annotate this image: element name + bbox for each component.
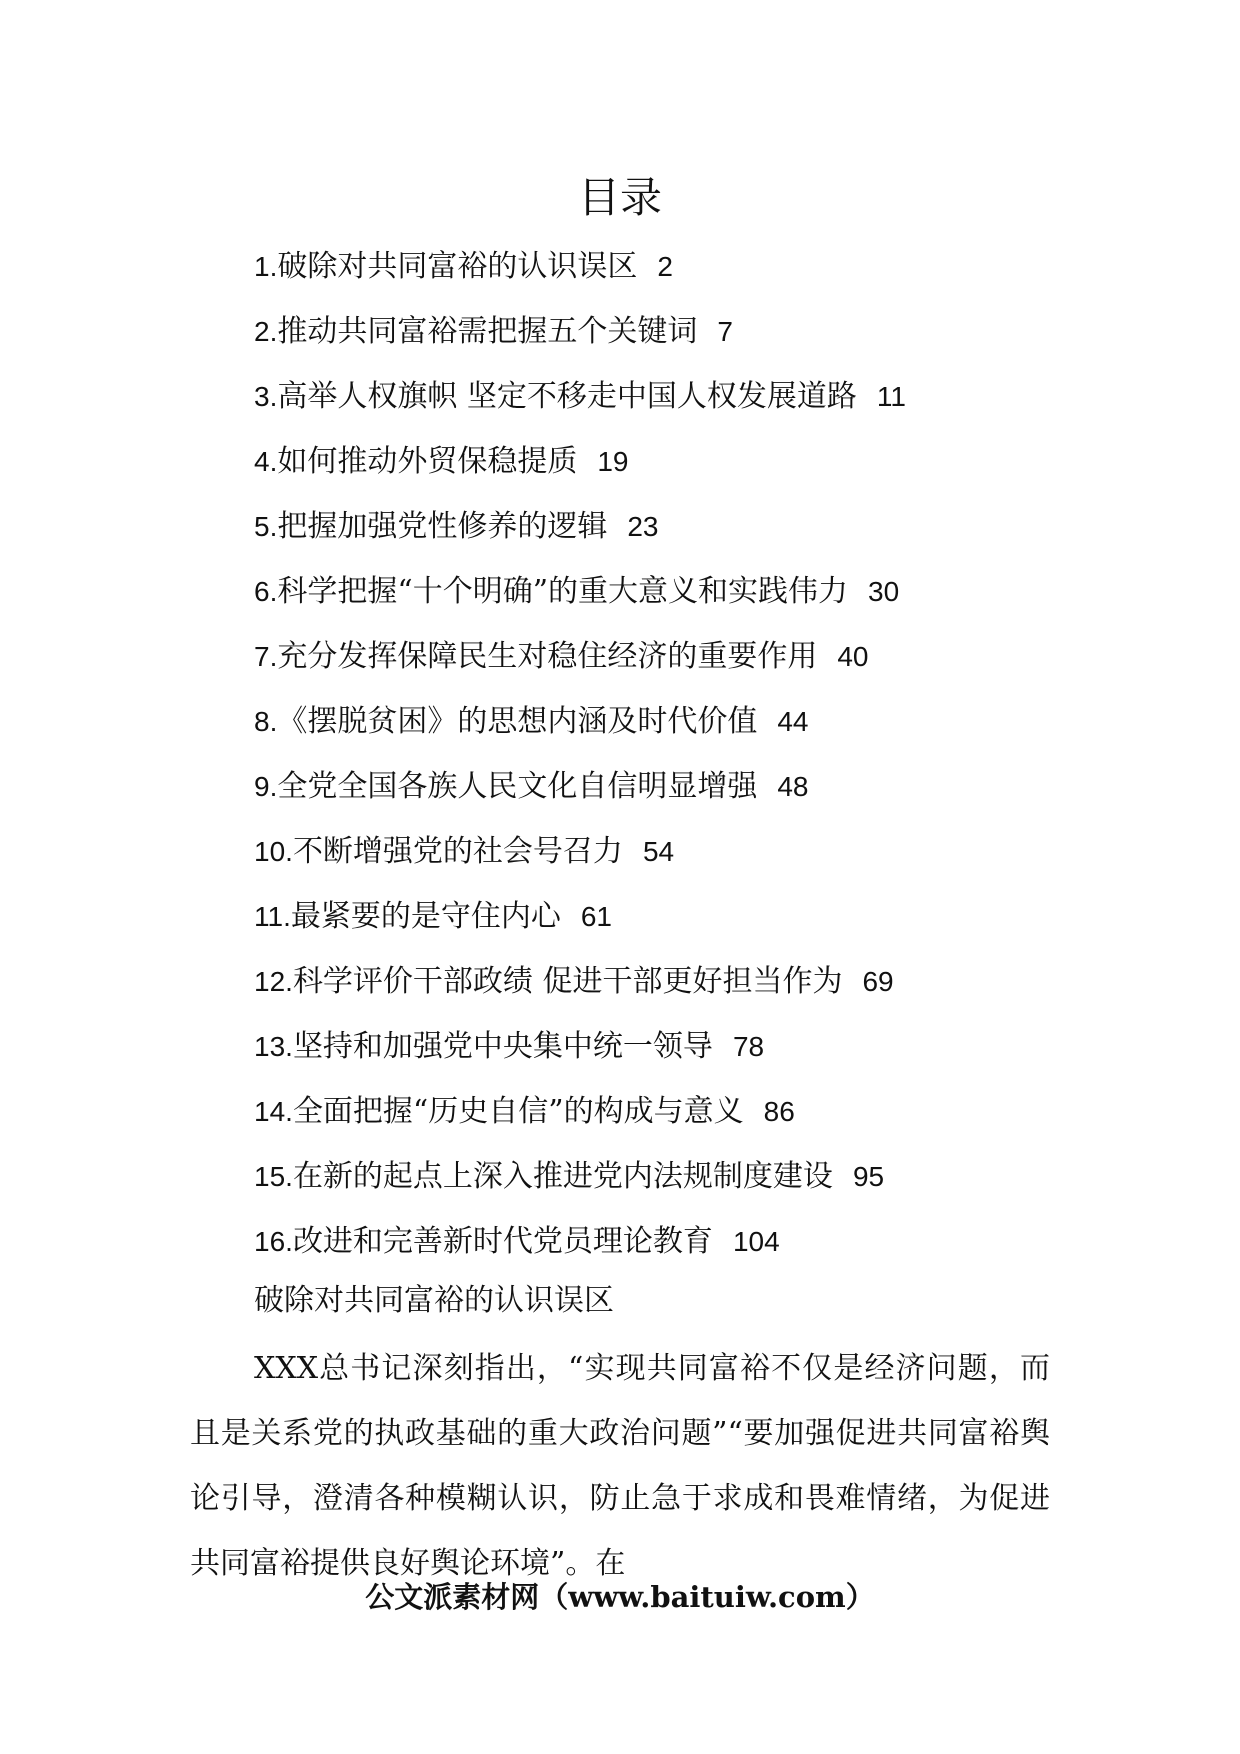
toc-item[interactable] (254, 949, 1134, 1014)
toc-item-number: 13. (254, 1031, 293, 1062)
toc-item[interactable] (254, 299, 1134, 364)
toc-item-page: 78 (732, 1031, 765, 1062)
toc-item-number: 6. (254, 576, 278, 607)
toc-item-title: 破除对共同富裕的认识误区 (277, 249, 638, 284)
toc-item-page: 48 (777, 771, 809, 802)
toc-item-page: 19 (597, 446, 629, 477)
toc-item-page: 95 (852, 1161, 885, 1192)
toc-item[interactable] (254, 494, 1134, 559)
toc-item[interactable] (254, 1144, 1134, 1209)
footer-watermark: 公文派素材网（www.baituiw.com） (365, 1580, 875, 1614)
toc-item-title: 充分发挥保障民生对稳住经济的重要作用 (277, 639, 818, 674)
toc-item-page: 44 (777, 706, 809, 737)
toc-title: 目录 (577, 173, 662, 222)
toc-item-number: 7. (254, 641, 278, 672)
toc-item-number: 4. (254, 446, 278, 477)
article-body: XXX总书记深刻指出，“实现共同富裕不仅是经济问题，而且是关系党的执政基础的重大政治问题”“要加强促进共同富裕舆论引导，澄清各种模糊认识，防止急于求成和畏难情绪，为促进共同富裕提供良好舆论环境”。在 (190, 1351, 1050, 1581)
toc-item-number: 15. (254, 1161, 293, 1192)
toc-item-title: 科学把握“十个明确”的重大意义和实践伟力 (277, 574, 849, 609)
toc-item-page: 40 (837, 641, 869, 672)
toc-item[interactable] (254, 689, 1134, 754)
toc-item[interactable] (254, 624, 1134, 689)
toc-item-page: 30 (868, 576, 900, 607)
toc-item-number: 8. (254, 706, 278, 737)
toc-item-number: 9. (254, 771, 278, 802)
toc-item[interactable] (254, 559, 1134, 624)
toc-item-number: 2. (254, 316, 278, 347)
toc-item-page: 11 (876, 381, 906, 412)
toc-item[interactable] (254, 429, 1134, 494)
toc-item-number: 14. (254, 1096, 293, 1127)
toc-item-title: 如何推动外贸保稳提质 (277, 444, 578, 479)
toc-item-title: 推动共同富裕需把握五个关键词 (277, 314, 698, 349)
toc-item[interactable] (254, 364, 1134, 429)
toc-item-title: 最紧要的是守住内心 (290, 899, 561, 934)
toc-item-page: 2 (657, 251, 673, 282)
toc-item[interactable] (254, 1209, 1134, 1274)
toc-item-title: 坚持和加强党中央集中统一领导 (292, 1029, 713, 1064)
toc-item-number: 12. (254, 966, 293, 997)
toc-item-title: 高举人权旗帜 坚定不移走中国人权发展道路 (277, 379, 857, 414)
toc-item[interactable] (254, 234, 1134, 299)
toc-item-number: 11. (254, 901, 291, 932)
toc-item-page: 54 (642, 836, 675, 867)
toc-item[interactable] (254, 754, 1134, 819)
toc-item-title: 在新的起点上深入推进党内法规制度建设 (292, 1159, 833, 1194)
toc-item[interactable] (254, 884, 1134, 949)
toc-item-title: 全面把握“历史自信”的构成与意义 (292, 1094, 744, 1129)
toc-item-title: 不断增强党的社会号召力 (292, 834, 623, 869)
toc-item-title: 科学评价干部政绩 促进干部更好担当作为 (292, 964, 843, 999)
toc-item-number: 16. (254, 1226, 293, 1257)
toc-item-page: 86 (763, 1096, 795, 1127)
article-heading: 破除对共同富裕的认识误区 (254, 1283, 614, 1318)
toc-item-page: 7 (717, 316, 733, 347)
toc-item[interactable] (254, 819, 1134, 884)
toc-item-title: 《摆脱贫困》的思想内涵及时代价值 (277, 704, 758, 739)
toc-item-title: 全党全国各族人民文化自信明显增强 (277, 769, 758, 804)
toc-item-page: 61 (580, 901, 613, 932)
toc-item-title: 改进和完善新时代党员理论教育 (292, 1224, 713, 1259)
toc-item-page: 69 (862, 966, 894, 997)
toc-item[interactable] (254, 1014, 1134, 1079)
toc-item-page: 104 (732, 1226, 780, 1257)
toc-item-number: 10. (254, 836, 293, 867)
toc-item-number: 1. (254, 251, 278, 282)
toc-item[interactable] (254, 1079, 1134, 1144)
toc-item-title: 把握加强党性修养的逻辑 (277, 509, 608, 544)
toc-item-number: 3. (254, 381, 278, 412)
toc-list (254, 234, 1134, 1274)
toc-item-page: 23 (627, 511, 659, 542)
toc-item-number: 5. (254, 511, 278, 542)
